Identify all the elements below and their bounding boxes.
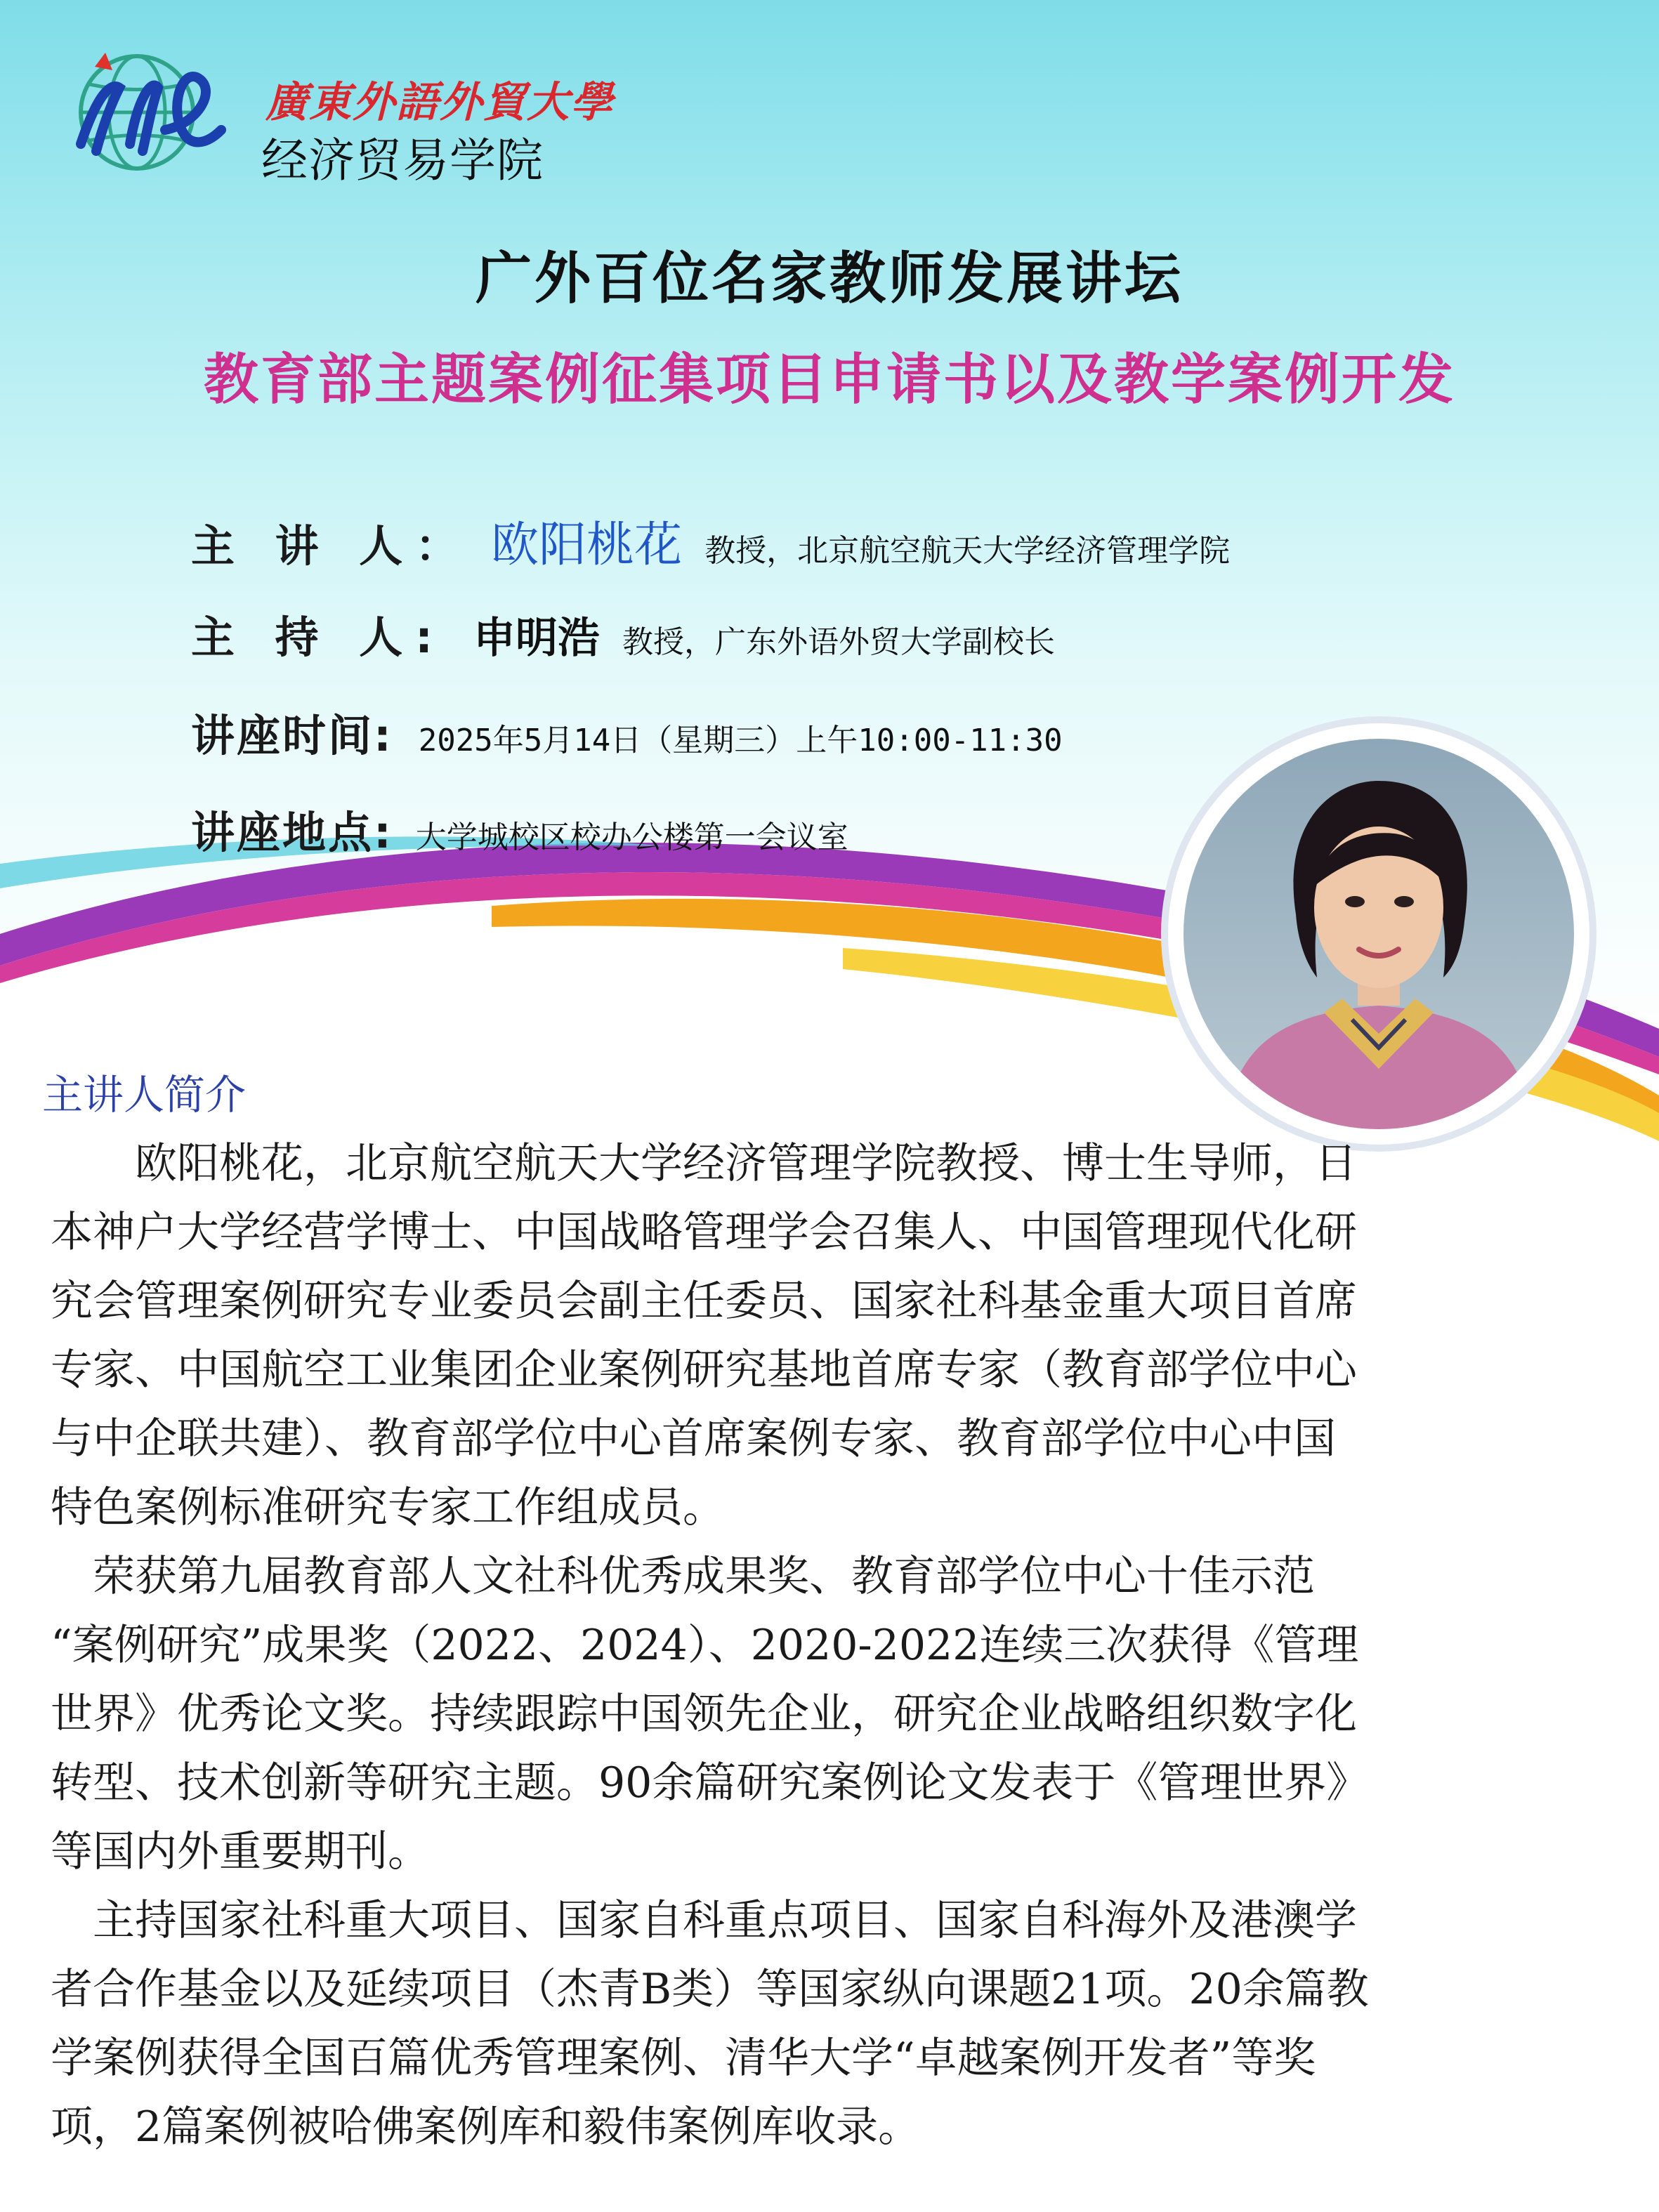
- speaker-portrait-icon: [1183, 739, 1574, 1129]
- host-title: 教授，广东外语外贸大学副校长: [622, 624, 1055, 660]
- bio-line: 特色案例标准研究专家工作组成员。: [51, 1483, 725, 1532]
- bio-line: 世界》优秀论文奖。持续跟踪中国领先企业，研究企业战略组织数字化: [51, 1690, 1357, 1739]
- host-row: [191, 603, 1055, 665]
- school-name: 廣東外語外貿大學: [265, 78, 614, 127]
- bio-line: 学案例获得全国百篇优秀管理案例、清华大学“卓越案例开发者”等奖: [51, 2034, 1316, 2083]
- bio-line: 项，2篇案例被哈佛案例库和毅伟案例库收录。: [51, 2102, 921, 2152]
- bio-line: 者合作基金以及延续项目（杰青B类）等国家纵向课题21项。20余篇教: [51, 1965, 1369, 2014]
- bio-line: 专家、中国航空工业集团企业案例研究基地首席专家（教育部学位中心: [51, 1345, 1357, 1395]
- bio-line: 欧阳桃花，北京航空航天大学经济管理学院教授、博士生导师，日: [51, 1139, 1357, 1188]
- time-label: 讲座时间:: [191, 710, 393, 761]
- college-name: 经济贸易学院: [261, 133, 544, 187]
- speaker-name: 欧阳桃花: [491, 518, 683, 573]
- bio-line: 主持国家社科重大项目、国家自科重点项目、国家自科海外及港澳学: [51, 1896, 1357, 1945]
- bio-line: 究会管理案例研究专业委员会副主任委员、国家社科基金重大项目首席: [51, 1277, 1357, 1326]
- bio-line: 荣获第九届教育部人文社科优秀成果奖、教育部学位中心十佳示范: [51, 1552, 1315, 1601]
- bio-text: [51, 1129, 1596, 2161]
- place-value: 大学城校区校办公楼第一会议室: [415, 819, 848, 855]
- time-row: [191, 701, 1063, 763]
- speaker-photo-frame: [1168, 723, 1589, 1145]
- speaker-label: 主 讲 人：: [191, 520, 472, 572]
- lecture-topic: 教育部主题案例征集项目申请书以及教学案例开发: [203, 348, 1455, 412]
- speaker-title: 教授，北京航空航天大学经济管理学院: [704, 533, 1231, 569]
- time-value: 2025年5月14日（星期三）上午10:00-11:30: [418, 723, 1063, 758]
- speaker-row: [191, 507, 1230, 575]
- bio-line: 转型、技术创新等研究主题。90余篇研究案例论文发表于《管理世界》: [51, 1758, 1369, 1808]
- bio-heading: 主讲人简介: [42, 1071, 247, 1119]
- place-label: 讲座地点:: [191, 807, 393, 858]
- page-title: 广外百位名家教师发展讲坛: [476, 246, 1183, 311]
- host-name: 申明浩: [473, 614, 600, 663]
- host-label: 主 持 人:: [191, 612, 445, 663]
- bio-line: 本神户大学经营学博士、中国战略管理学会召集人、中国管理现代化研: [51, 1208, 1357, 1257]
- bio-line: 等国内外重要期刊。: [51, 1827, 430, 1876]
- place-row: [191, 798, 848, 860]
- bio-line: 与中企联共建）、教育部学位中心首席案例专家、教育部学位中心中国: [51, 1414, 1336, 1463]
- university-globe-logo-icon: [53, 39, 228, 172]
- bio-line: “案例研究”成果奖（2022、2024）、2020-2022连续三次获得《管理: [51, 1621, 1359, 1670]
